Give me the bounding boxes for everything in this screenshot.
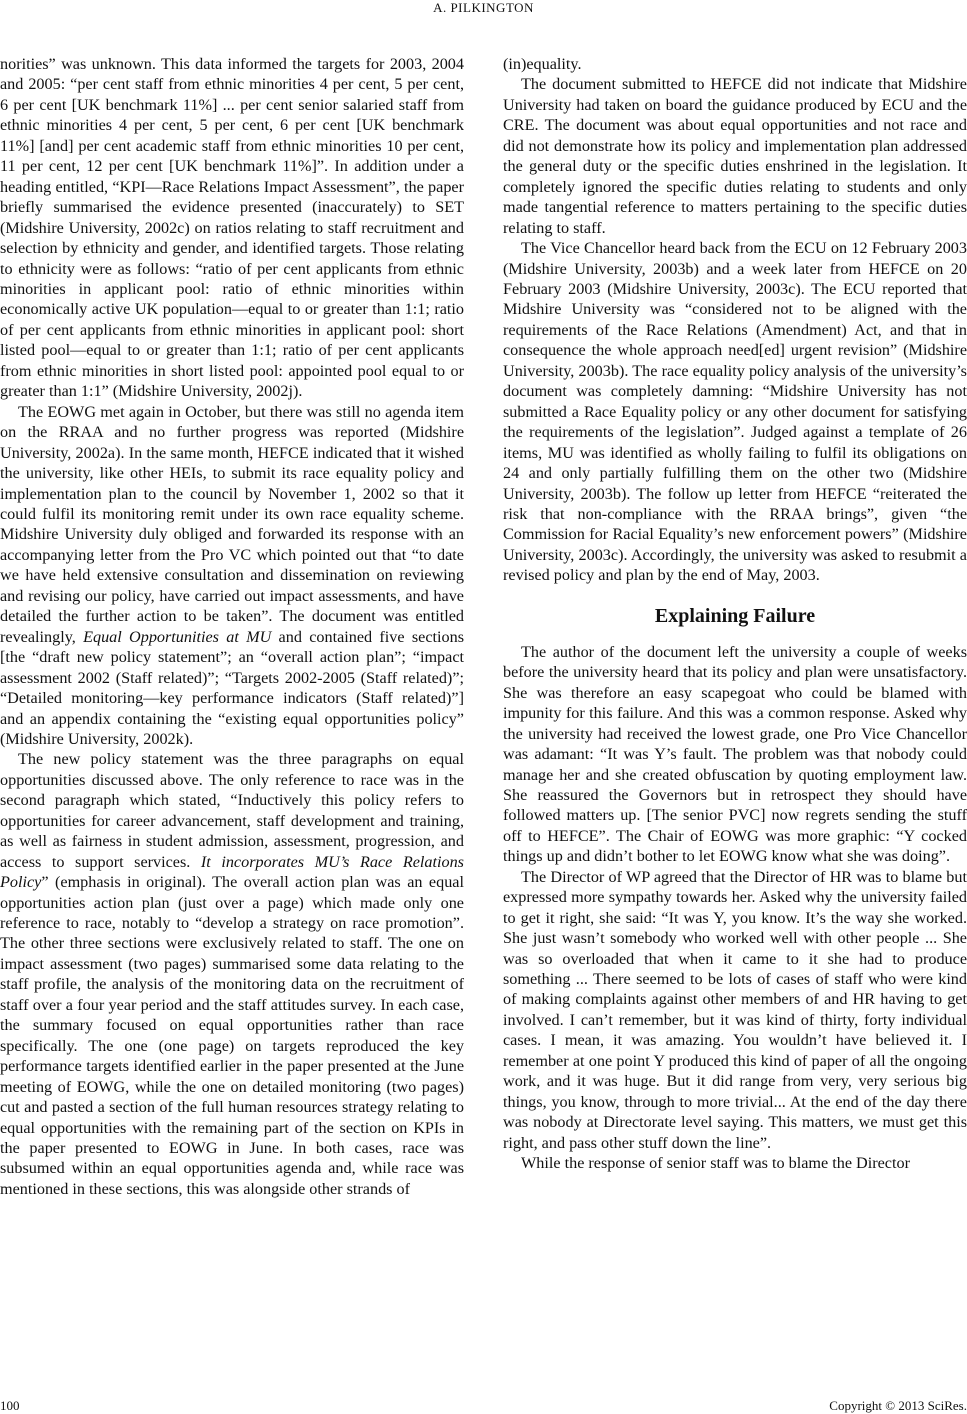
italic-title: Equal Opportunities at MU <box>83 627 272 646</box>
right-column <box>503 54 967 1174</box>
italic-emphasis: It incorporates MU’s Race Relations Policy <box>0 852 464 892</box>
running-head: A. PILKINGTON <box>433 0 534 15</box>
text-run: The new policy statement was the three paragraphs on equal opportunities discussed above. The only reference to race was in the second paragraph which stated, “Inductively this policy refers to opportunities for career advancement, staff development and training, as well as fairness in student admission, assessment, progression, and access to support services. <box>0 750 464 871</box>
text-run: ” (emphasis in original). The overall action plan was an equal opportunities action plan (just over a page) which made only one reference to race, notably to “develop a strategy on race promotion”. The other three sections were exclusively related to staff. The one on impact assessment (two pages) summarised some data relating to the staff profile, the analysis of the monitoring data on the recruitment of staff over a four year period and the staff attitudes survey. In each case, the summary focused on equal opportunities rather than race specifically. The one (one page) on targets reproduced the key performance targets identified earlier in the paper presented at the June meeting of EOWG, while the one on detailed monitoring (two pages) cut and pasted a section of the full human resources strategy relating to equal opportunities with the remaining part of the section on KPIs in the paper presented to EOWG in June. In both cases, race was subsumed within an equal opportunities agenda and, while race was mentioned in these sections, this was alongside other strands of <box>0 873 464 1198</box>
paragraph: norities” was unknown. This data informed the targets for 2003, 2004 and 2005: “per cent staff from ethnic minorities 4 per cent, 5 per cent, 6 per cent [UK benchmark 11%] ... per cent senior salaried staff from ethnic minorities 4 per cent, 5 per cent, 6 per cent [UK benchmark 11%] [and] per cent academic staff from ethnic minorities 10 per cent, 11 per cent, 12 per cent [UK benchmark 11%]”. In addition under a heading entitled, “KPI—Race Relations Impact Assessment”, the paper briefly summarised the evidence presented (inaccurately) to SET (Midshire University, 2002c) on ratios relating to staff recruitment and selection by ethnicity and gender, and identified targets. Those relating to ethnicity were as follows: “ratio of per cent applicants from ethnic minorities in applicant pool: ratio of ethnic minorities within economically active UK population—equal to or greater than 1:1; ratio of per cent applicants from ethnic minorities in applicant pool: short listed pool—equal to or greater than 1:1; ratio of per cent applicants from ethnic minorities in short listed pool: appointed pool equal to or greater than 1:1” (Midshire University, 2002j). <box>0 55 464 401</box>
paragraph: The author of the document left the university a couple of weeks before the university heard that its policy and plan were unsatisfactory. She was therefore an easy scapegoat who could be blamed with impunity for this failure. And this was a common response. Asked why the university had received the lowest grade, one Pro Vice Chancellor was adamant: “It was Y’s fault. The problem was that nobody could manage her and she created obfuscation by quoting employment law. She reassured the Governors but in retrospect they should have followed matters up. [The senior PVC] now regrets sending the stuff off to HEFCE”. The Chair of EOWG was more graphic: “Y cocked things up and didn’t bother to let EOWG know what she was doing”. <box>503 642 967 866</box>
paragraph: The document submitted to HEFCE did not indicate that Midshire University had taken on board the guidance produced by ECU and the CRE. The document was about equal opportunities and not race and did not demonstrate how its policy and implementation plan addressed the general duty or the specific duties enshrined in the legislation. It completely ignored the specific duties relating to students and only made tangential reference to matters pertaining to the specific duties relating to staff. <box>503 75 967 237</box>
paragraph <box>0 402 464 750</box>
section-heading: Explaining Failure <box>654 604 816 627</box>
paragraph: The Director of WP agreed that the Director of HR was to blame but expressed more sympathy towards her. Asked why the university failed to get it right, she said: “It was Y, you know. It’s the way she worked. She just wasn’t somebody who worked well with other people ... She was so overloaded that when it came to it she had to produce something ... There seemed to be lots of cases of staff who were kind of making complaints against other members of and HR having to get involved. I can’t remember, but it was kind of thirty, forty individual cases. I mean, it was amazing. You wouldn’t have believed it. I remember at one point Y produced this kind of paper of all the ongoing work, and it was huge. But it did range from very, very serious big things, you know, through to more trivial... At the end of the day there was nobody at Directorate level saying. This matters, we must get this right, and pass other stuff down the line”. <box>503 867 967 1152</box>
page-number: 100 <box>0 1398 20 1413</box>
text-run: The EOWG met again in October, but there was still no agenda item on the RRAA and no further progress was reported (Midshire University, 2002a). In the same month, HEFCE indicated that it wished the university, like other HEIs, to submit its race equality policy and implementation plan to the council by November 1, 2002 so that it could fulfil its monitoring remit under its own race equality scheme. Midshire University duly obliged and forwarded its response with an accompanying letter from the Pro VC which pointed out that “to date we have held extensive consultation and dissemination on reviewing and revising our policy, have carried out impact assessments, and have detailed the further action to be taken”. The document was entitled revealingly, <box>0 402 464 646</box>
left-column <box>0 54 464 1199</box>
paragraph <box>0 749 464 1199</box>
copyright-notice: Copyright © 2013 SciRes. <box>829 1398 967 1413</box>
paragraph: The Vice Chancellor heard back from the ECU on 12 February 2003 (Midshire University, 2003b) and a week later from HEFCE on 20 February 2003 (Midshire University, 2003c). The ECU reported that Midshire University was “considered not to be aligned with the requirements of the Race Relations (Amendment) Act, and that in consequence the whole approach need[ed] urgent revision” (Midshire University, 2003b). The race equality policy analysis of the university’s document was completely damning: “Midshire University has not submitted a Race Equality policy or any other document for satisfying the requirements of the legislation”. Judged against a template of 26 items, MU was identified as wholly failing to fulfil its obligations on 24 and only partially fulfilling them on the other two (Midshire University, 2003b). The follow up letter from HEFCE “reiterated the risk that non-compliance with the RRAA brings”, given “the Commission for Racial Equality’s new enforcement powers” (Midshire University, 2003c). Accordingly, the university was asked to resubmit a revised policy and plan by the end of May, 2003. <box>503 239 967 585</box>
text-run: and contained five sections [the “draft new policy statement”; an “overall action plan”; “impact assessment 2002 (Staff related)”; “Targets 2002-2005 (Staff related)”; “Detailed monitoring—key performance indicators (Staff related)”] and an appendix containing the “existing equal opportunities policy” (Midshire University, 2002k). <box>0 627 464 748</box>
paragraph: (in)equality. <box>503 55 582 73</box>
paragraph: While the response of senior staff was to blame the Director <box>521 1154 910 1173</box>
